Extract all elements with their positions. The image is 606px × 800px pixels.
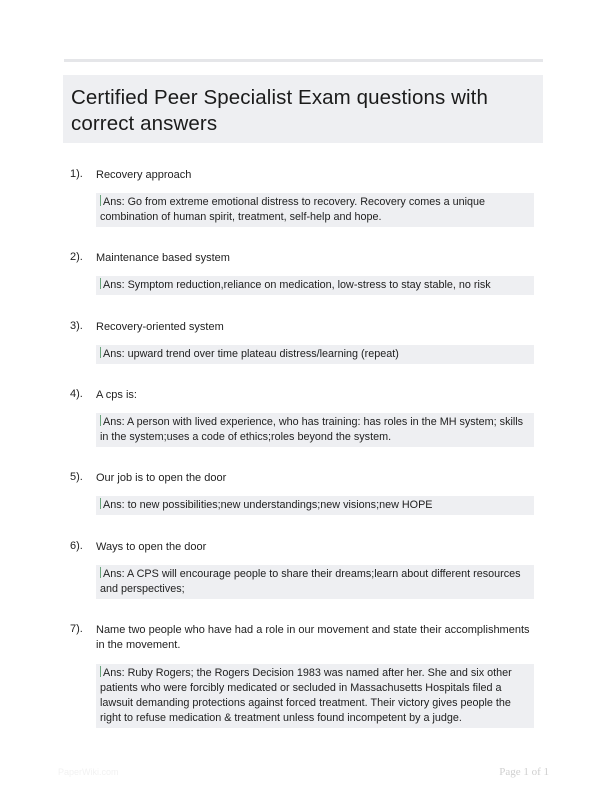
question-number: 3). — [70, 320, 83, 332]
question-text: Our job is to open the door — [96, 472, 227, 484]
question-number: 6). — [70, 540, 83, 552]
answer-box-4 — [96, 413, 534, 447]
question-text: Ways to open the door — [96, 541, 207, 553]
answer-box-3 — [96, 345, 534, 364]
question-number: 1). — [70, 168, 83, 180]
footer-watermark: PaperWiki.com — [58, 767, 119, 777]
answer-marker — [100, 666, 101, 677]
answer-marker — [100, 278, 101, 289]
answer-marker — [100, 347, 101, 358]
question-text: Recovery approach — [96, 169, 192, 181]
document-title: Certified Peer Specialist Exam questions with correct answers — [71, 86, 488, 135]
answer-text: Ans: to new possibilities;new understandings;new visions;new HOPE — [103, 499, 433, 511]
top-divider — [64, 59, 543, 62]
question-number: 2). — [70, 251, 83, 263]
answer-text: Ans: Go from extreme emotional distress to recovery. Recovery comes a unique combination of human spirit, treatment, self-help and hope. — [100, 196, 486, 223]
answer-box-7 — [96, 664, 534, 728]
answer-text: Ans: upward trend over time plateau distress/learning (repeat) — [103, 348, 399, 360]
answer-box-6 — [96, 565, 534, 599]
answer-text: Ans: Ruby Rogers; the Rogers Decision 1983 was named after her. She and six other patients who were forcibly medicated or secluded in Massachusetts Hospitals filed a lawsuit demanding protections against forced treatment. Their victory gives people the right to refuse medication & treatment unless found incompetent by a judge. — [100, 667, 512, 724]
answer-marker — [100, 415, 101, 426]
question-number: 4). — [70, 388, 83, 400]
answer-marker — [100, 195, 101, 206]
answer-text: Ans: A CPS will encourage people to share their dreams;learn about different resources and perspectives; — [100, 568, 521, 595]
question-text: Name two people who have had a role in our movement and state their accomplishments in the movement. — [96, 624, 530, 651]
answer-box-5 — [96, 496, 534, 515]
answer-box-1 — [96, 193, 534, 227]
question-text: Recovery-oriented system — [96, 321, 224, 333]
question-text: Maintenance based system — [96, 252, 230, 264]
page-number: Page 1 of 1 — [499, 766, 549, 778]
title-banner — [63, 75, 543, 143]
answer-box-2 — [96, 276, 534, 295]
question-number: 7). — [70, 623, 83, 635]
answer-marker — [100, 498, 101, 509]
answer-text: Ans: A person with lived experience, who has training: has roles in the MH system; skills in the system;uses a code of ethics;roles beyond the system. — [100, 416, 524, 443]
question-text: A cps is: — [96, 389, 137, 401]
answer-marker — [100, 567, 101, 578]
answer-text: Ans: Symptom reduction,reliance on medication, low-stress to stay stable, no risk — [103, 279, 491, 291]
question-number: 5). — [70, 471, 83, 483]
